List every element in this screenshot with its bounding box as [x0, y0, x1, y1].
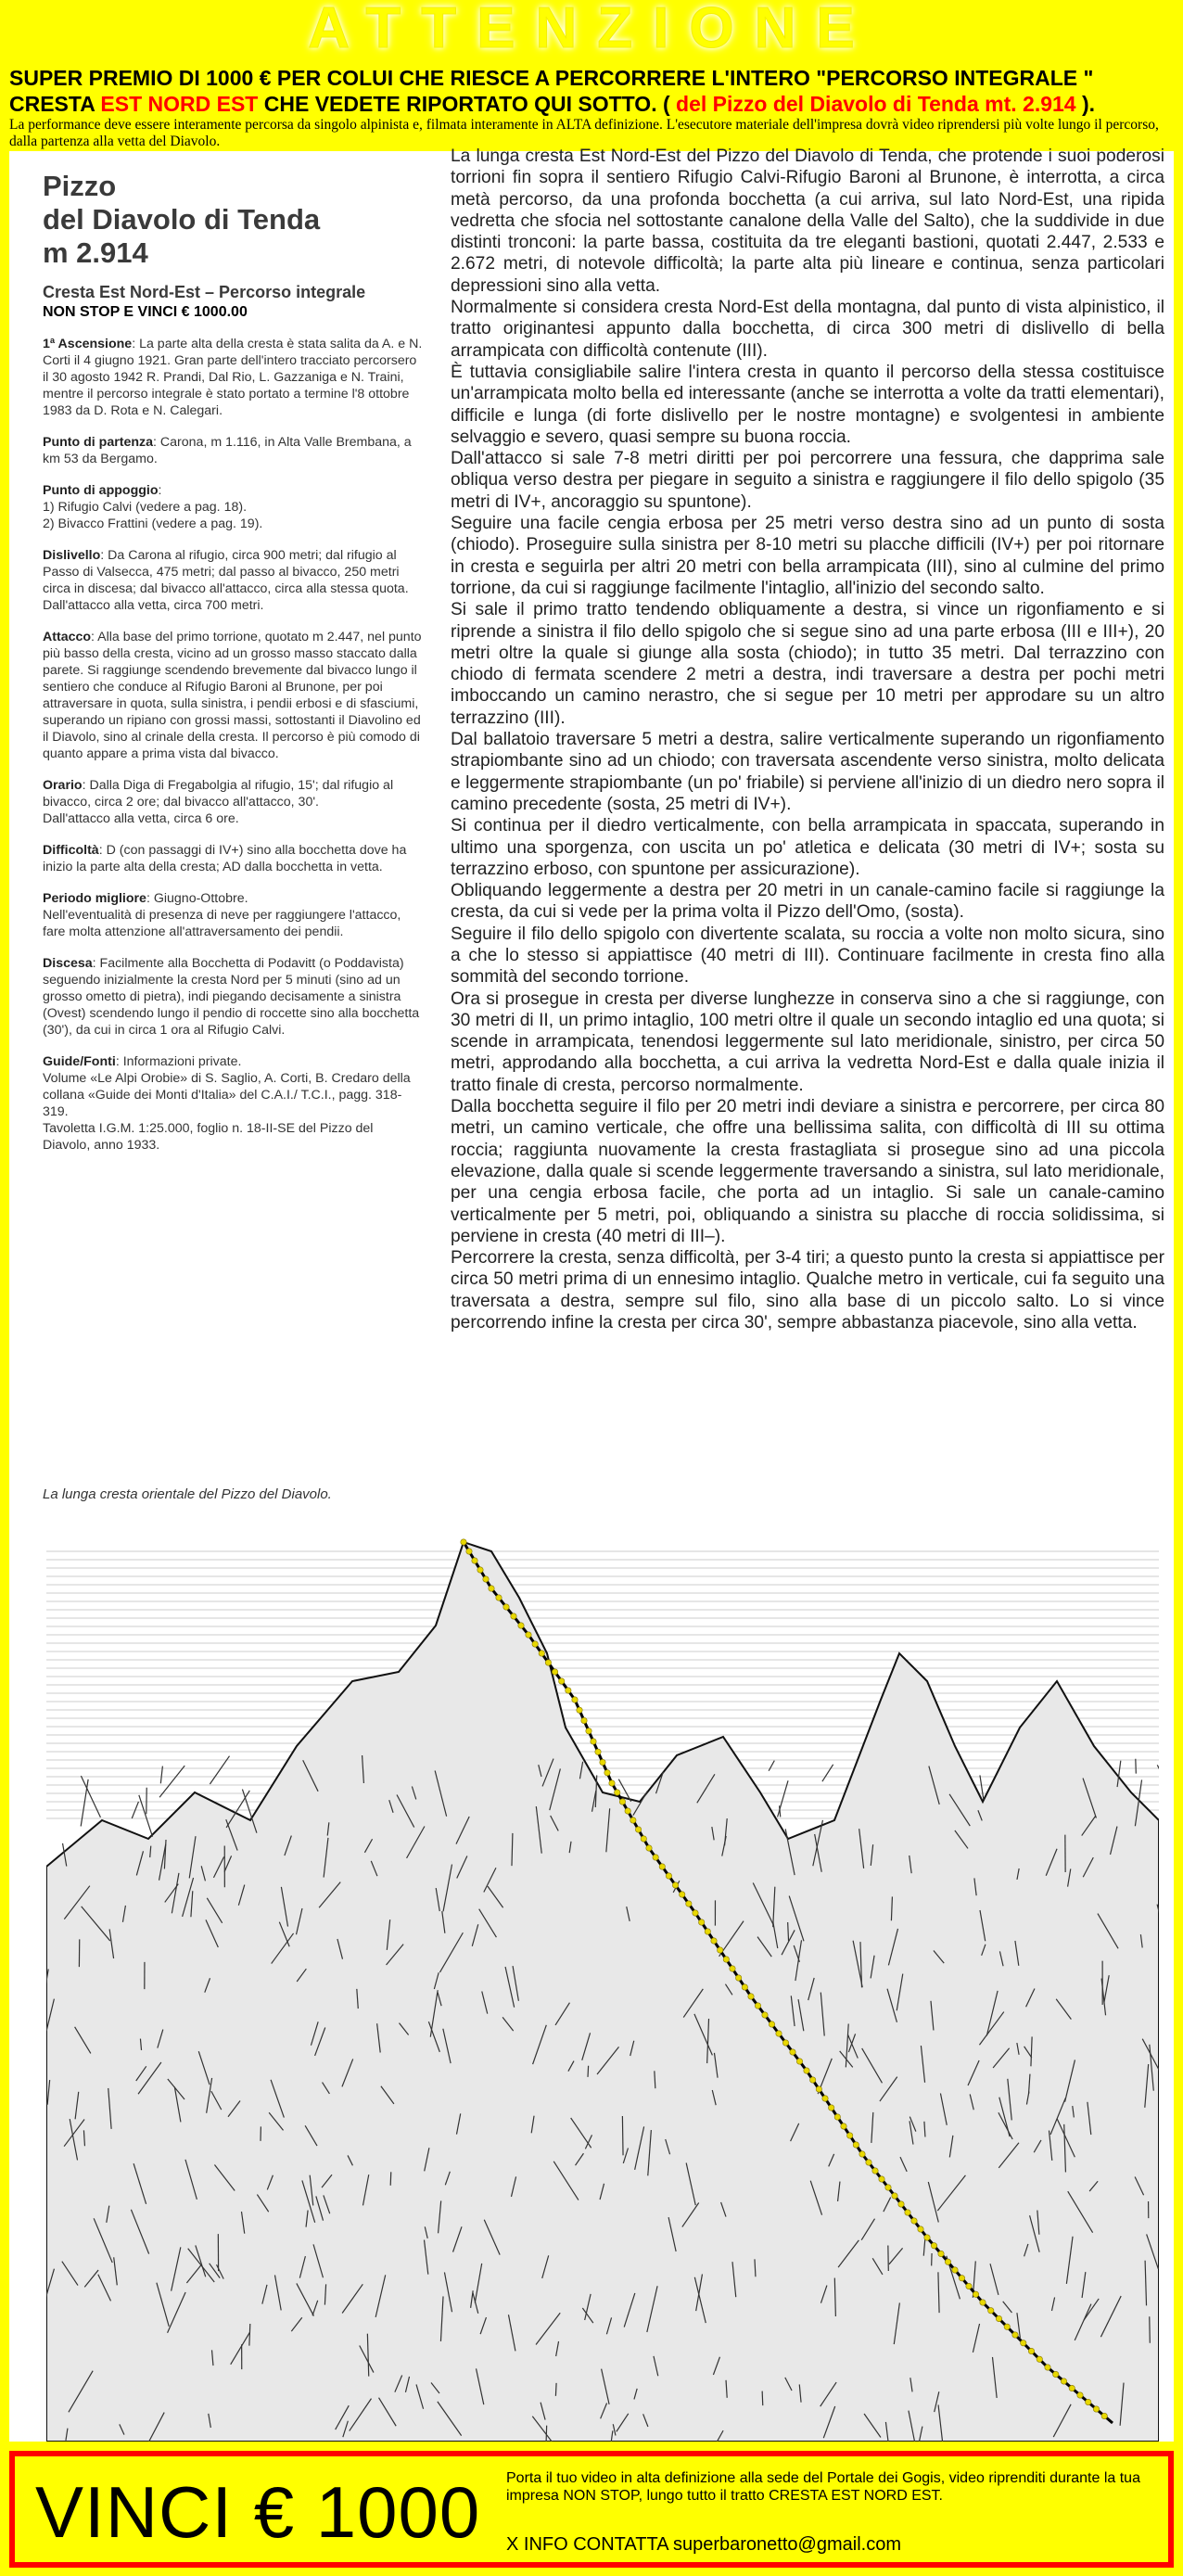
route-dot — [853, 2142, 859, 2148]
route-dot — [911, 2218, 917, 2224]
rules-subtext: La performance deve essere interamente percorsa da singolo alpinista e, filmata interamente in ALTA definizione. L'esecutore materiale dell'impresa dovrà video riprendersi più volte lungo il percorso, dalla partenza alla vetta del Diavolo. — [9, 117, 1159, 149]
title-line-2: del Diavolo di Tenda — [43, 203, 321, 236]
route-dot — [686, 1901, 692, 1906]
route-paragraph: Dall'attacco si sale 7-8 metri diritti per poi percorrere una fessura, che dapprima sale obliqua verso destra per piegare in seguito a sinistra e raggiungere il filo dello spigolo (35 metri di IV+, ancoraggio su spuntone). — [451, 449, 1164, 512]
route-dot — [834, 2114, 840, 2120]
route-dot — [945, 2259, 950, 2264]
route-dot — [828, 2105, 833, 2111]
route-paragraph: Obliquando leggermente a destra per 20 metri in un canale-camino facile si raggiunge la cresta, da cui si vede per la prima volta il Pizzo dell'Omo, (sosta). — [451, 881, 1164, 923]
route-dot — [666, 1873, 671, 1879]
headline-est-nord-est: EST NORD EST — [100, 92, 259, 116]
route-dot — [705, 1929, 710, 1934]
route-dot — [918, 2226, 923, 2232]
route-dot — [586, 1728, 592, 1734]
route-dot — [466, 1549, 472, 1554]
route-dot — [866, 2160, 871, 2165]
info-section: Periodo migliore: Giugno-Ottobre. Nell'eventualità di presenza di neve per raggiungere l'attacco, fare molta attenzione all'attraversamento dei pendii. — [43, 891, 401, 939]
route-dot — [796, 2059, 802, 2064]
route-dot — [1093, 2406, 1099, 2412]
route-dot — [996, 2315, 1001, 2321]
info-sections — [43, 336, 423, 1154]
vinci-prize: VINCI € 1000 — [35, 2471, 481, 2553]
route-dot — [952, 2267, 958, 2273]
route-paragraph: Percorrere la cresta, senza difficoltà, per 3-4 tiri; a questo punto la cresta si appiattisce per circa 50 metri prima di un ennesimo intaglio. Qualche metro in verticale, cui fa seguito una traversata a destra, sempre sul filo, sino alla base di un piccolo salto. Lo si vince percorrendo infine la cresta per circa 30', sempre abbastanza piacevole, sino alla vetta. — [451, 1248, 1164, 1333]
route-dot — [841, 2123, 846, 2129]
mountain-silhouette — [46, 1542, 1159, 2442]
route-dot — [693, 1910, 698, 1916]
route-dot — [477, 1567, 483, 1573]
route-dot — [905, 2210, 910, 2215]
route-dot — [461, 1539, 466, 1545]
route-dot — [630, 1817, 636, 1823]
route-dot — [1004, 2324, 1010, 2329]
route-dot — [1061, 2378, 1066, 2384]
section-label: Difficoltà — [43, 843, 99, 858]
route-dot — [859, 2151, 865, 2157]
route-dot — [559, 1678, 565, 1684]
route-dot — [680, 1892, 685, 1897]
info-column — [43, 170, 423, 1154]
route-dot — [595, 1749, 601, 1754]
route-dot — [723, 1957, 729, 1962]
route-dot — [846, 2133, 852, 2138]
section-label: Discesa — [43, 956, 93, 971]
route-dot — [938, 2251, 944, 2256]
route-dot — [924, 2235, 930, 2240]
info-section: Dislivello: Da Carona al rifugio, circa 900 metri; dal rifugio al Passo di Valsecca, 475 metri; dal passo al bivacco, 250 metri circa in discesa; dal bivacco all'attacco, circa alla stessa quota. Dall'attacco alla vetta, circa 700 metri. — [43, 548, 409, 613]
info-section: Punto di appoggio: 1) Rifugio Calvi (vedere a pag. 18). 2) Bivacco Frattini (vedere a pag. 19). — [43, 483, 263, 531]
route-dot — [698, 1919, 704, 1925]
route-paragraph: Seguire una facile cengia erbosa per 25 metri verso destra sino ad un punto di sosta (chiodo). Proseguire sulla sinistra per 8-10 metri su placche difficili (IV+) per poi ritornare in cresta e seguirla per altri 20 metri con bella arrampicata (III), sino al culmine del primo torrione, da cui si raggiunge facilmente l'intaglio, all'inizio del secondo salto. — [451, 514, 1164, 598]
route-dot — [1012, 2332, 1018, 2338]
headline-line-1: SUPER PREMIO DI 1000 € PER COLUI CHE RIESCE A PERCORRERE L'INTERO "PERCORSO INTEGRALE " — [9, 66, 1094, 90]
route-dot — [790, 2049, 795, 2055]
route-paragraph: Dalla bocchetta seguire il filo per 20 metri indi deviare a sinistra e percorrere, per circa 80 metri, un camino verticale, che offre una bellissima salita, con difficoltà di III su ottima roccia; raggiunta nuovamente la cresta frastagliata si prosegue sino ad una piccola elevazione, dalla quale si scende leggermente traversando a sinistra, sul lato meridionale, per una cengia erbosa facile, che porta ad un intaglio. Si sale un canale-camino verticalmente per 5 metri, poi, obliquando a sinistra su placche di roccia solidissima, si perviene in cresta (40 metri di III–). — [451, 1097, 1164, 1246]
route-dot — [581, 1717, 587, 1723]
route-dot — [609, 1780, 615, 1786]
route-dot — [988, 2308, 994, 2314]
route-dot — [1086, 2399, 1091, 2404]
section-label: Guide/Fonti — [43, 1054, 116, 1069]
info-section: Difficoltà: D (con passaggi di IV+) sino alla bocchetta dove ha inizio la parte alta della cresta; AD dalla bocchetta in vetta. — [43, 843, 407, 874]
route-dot — [539, 1651, 544, 1656]
route-dot — [898, 2201, 904, 2207]
route-dot — [1069, 2385, 1075, 2391]
prize-footer — [9, 2451, 1174, 2568]
route-dot — [659, 1864, 665, 1869]
footer-contact[interactable]: X INFO CONTATTA superbaronetto@gmail.com — [506, 2534, 901, 2555]
route-dot — [748, 1994, 754, 1999]
headline-line-2 — [9, 91, 1177, 117]
nonstop-prize: NON STOP E VINCI € 1000.00 — [43, 304, 248, 320]
route-subtitle: Cresta Est Nord-Est – Percorso integrale — [43, 283, 366, 301]
section-label: Punto di appoggio — [43, 483, 159, 498]
route-dot — [646, 1845, 652, 1851]
route-dot — [641, 1836, 646, 1842]
route-dot — [604, 1770, 610, 1776]
attention-banner: ATTENZIONE — [308, 0, 875, 60]
info-section: Guide/Fonti: Informazioni private. Volume «Le Alpi Orobie» di S. Saglio, A. Corti, B. Credaro della collana «Guide dei Monti d'Italia» del C.A.I./ T.C.I., pagg. 318-319. Tavoletta I.G.M. 1:25.000, foglio n. 18-II-SE del Pizzo del Diavolo, anno 1933. — [43, 1054, 411, 1153]
route-dot — [966, 2283, 972, 2289]
route-paragraph: Ora si prosegue in cresta per diverse lunghezze in conserva sino a che si raggiunge, con 30 metri di II, un primo intaglio, 100 metri oltre il quale un secondo intaglio ed una quota; si scende in arrampicata, tenendosi leggermente sul lato meridionale, sinistro, per circa 50 metri, approdando alla bocchetta, a cui arriva la vedretta Nord-Est e dalla quale inizia il tratto finale di cresta, percorso normalmente. — [451, 988, 1164, 1095]
section-label: Attacco — [43, 630, 92, 644]
route-dot — [1021, 2340, 1026, 2346]
route-dot — [1028, 2348, 1034, 2353]
route-dot — [526, 1632, 531, 1638]
route-dot — [762, 2012, 768, 2018]
route-dot — [1077, 2392, 1083, 2398]
info-section: Discesa: Facilmente alla Bocchetta di Podavitt (o Poddavista) seguendo inizialmente la cresta Nord per 5 minuti (sino ad un grosso ometto di pietra), indi piegando decisamente a sinistra (Ovest) scendendo lungo il pendio di roccette sino alla bocchetta (30'), da cui in circa 1 ora al Rifugio Calvi. — [43, 956, 420, 1038]
route-dot — [892, 2193, 897, 2199]
info-section: Orario: Dalla Diga di Fregabolgia al rifugio, 15'; dal rifugio al bivacco, circa 2 ore; dal bivacco all'attacco, 30'. Dall'attacco alla vetta, circa 6 ore. — [43, 778, 394, 826]
route-dot — [730, 1966, 735, 1971]
headline — [9, 65, 1177, 117]
route-dot — [619, 1799, 625, 1804]
route-dot — [545, 1660, 551, 1665]
route-dot — [489, 1586, 494, 1591]
route-dot — [472, 1558, 477, 1563]
route-dot — [591, 1739, 596, 1744]
section-label: 1ª Ascensione — [43, 337, 133, 351]
route-dot — [809, 2077, 815, 2083]
route-dot — [804, 2068, 809, 2073]
route-dot — [566, 1688, 571, 1693]
route-description — [451, 146, 1164, 1333]
info-section: Punto di partenza: Carona, m 1.116, in Alta Valle Brembana, a km 53 da Bergamo. — [43, 435, 412, 466]
route-dot — [518, 1623, 524, 1628]
route-dot — [1101, 2413, 1107, 2418]
info-section: Attacco: Alla base del primo torrione, quotato m 2.447, nel punto più basso della cresta, vicino ad un grosso masso staccato dalla parete. Si raggiunge scendendo brevemente dal bivacco lungo il sentiero che conduce al Rifugio Baroni al Brunone, per poi attraversare in quota, sulla sinistra, i pendii erbosi e di sfasciumi, superando un ripiano con grossi massi, sottostanti il Diavolino ed il Diavolo, sino al crinale della cresta. Il percorso è più comodo di quanto appare a prima vista dal bivacco. — [43, 630, 422, 761]
route-dot — [885, 2185, 891, 2190]
peak-title — [43, 170, 423, 270]
route-dot — [816, 2086, 821, 2092]
title-line-3: m 2.914 — [43, 236, 148, 269]
route-dot — [959, 2276, 964, 2281]
route-dot — [872, 2168, 878, 2174]
route-dot — [625, 1808, 630, 1814]
route-dot — [769, 2021, 774, 2027]
section-label: Periodo migliore — [43, 891, 146, 906]
guide-page — [9, 147, 1174, 2442]
route-dot — [483, 1576, 489, 1582]
route-dot — [1053, 2371, 1059, 2377]
section-label: Orario — [43, 778, 83, 793]
route-dot — [532, 1641, 538, 1647]
route-dot — [717, 1947, 722, 1953]
route-paragraph: Normalmente si considera cresta Nord-Est della montagna, dal punto di vista alpinistico, il tratto originantesi appunto dalla bocchetta, di circa 300 metri di dislivello di bella arrampicata con difficoltà contenute (III). — [451, 298, 1164, 361]
route-dot — [742, 1984, 747, 1990]
mountain-drawing — [46, 1514, 1159, 2442]
route-dot — [755, 2003, 760, 2009]
headline-che-vedete: CHE VEDETE RIPORTATO QUI SOTTO. ( — [263, 92, 670, 116]
info-section: 1ª Ascensione: La parte alta della cresta è stata salita da A. e N. Corti il 4 giugno 1921. Gran parte dell'intero tracciato percorsero il 30 agosto 1942 R. Prandi, Dal Rio, L. Gazzaniga e N. Traini, mentre il percorso integrale è stato portato a termine l'8 ottobre 1983 da D. Rota e N. Calegari. — [43, 337, 423, 418]
footer-info: Porta il tuo video in alta definizione alla sede del Portale dei Gogis, video riprenditi durante la tua impresa NON STOP, lungo tutto il tratto CRESTA EST NORD EST. — [506, 2470, 1140, 2504]
section-label: Punto di partenza — [43, 435, 154, 450]
route-dot — [782, 2040, 788, 2046]
route-dot — [931, 2243, 936, 2249]
route-dot — [711, 1938, 717, 1944]
route-dot — [973, 2291, 978, 2297]
route-dot — [615, 1790, 620, 1795]
headline-end: ). — [1082, 92, 1096, 116]
route-dot — [600, 1759, 605, 1765]
route-dot — [822, 2096, 828, 2101]
route-dot — [572, 1697, 578, 1702]
route-dot — [496, 1595, 502, 1600]
route-paragraph: Seguire il filo dello spigolo con divertente scalata, su roccia a volte non molto sicura, sino a che lo stesso si appiattisce (40 metri di III). Continuare facilmente in cresta fino alla sommità del secondo torrione. — [451, 924, 1164, 988]
drawing-caption: La lunga cresta orientale del Pizzo del Diavolo. — [43, 1486, 332, 1502]
route-dot — [653, 1855, 658, 1860]
headline-cresta: CRESTA — [9, 92, 95, 116]
route-dot — [735, 1975, 741, 1981]
route-dot — [577, 1707, 582, 1713]
route-dot — [879, 2176, 884, 2182]
route-dot — [635, 1827, 641, 1832]
route-dot — [776, 2031, 782, 2036]
route-dot — [672, 1882, 678, 1888]
route-dot — [980, 2300, 986, 2305]
headline-pizzo: del Pizzo del Diavolo di Tenda mt. 2.914 — [676, 92, 1076, 116]
route-paragraph: La lunga cresta Est Nord-Est del Pizzo del Diavolo di Tenda, che protende i suoi poderosi torrioni fin sopra il sentiero Rifugio Calvi-Rifugio Baroni al Brunone, è interrotta, a circa metà percorso, da una profonda bocchetta (a cui arriva, sul lato Nord-Est, una ripida vedretta che sfocia nel sottostante canalone della Valle del Salto), che la suddivide in due distinti tronconi: la parte bassa, costituita da tre eleganti bastioni, quotati 2.447, 2.533 e 2.672 metri, di notevole difficoltà; la parte alta più lineare e continua, senza particolari depressioni sino alla vetta. — [451, 147, 1164, 296]
title-line-1: Pizzo — [43, 170, 117, 202]
route-dot — [1037, 2356, 1042, 2362]
route-paragraph: È tuttavia consigliabile salire l'intera cresta in quanto il percorso della stessa costituisce un'arrampicata molto bella ed interessante (anche se interrotta a volte da tratti elementari), difficile e lunga (di forte dislivello per le nostre montagne) e svolgentesi in ambiente selvaggio e severo, quasi sempre su buona roccia. — [451, 362, 1164, 447]
route-paragraph: Si continua per il diedro verticalmente, con bella arrampicata in spaccata, superando in ultimo una sporgenza, con uscita un po' atletica e delicata (30 metri di IV+; sosta su terrazzino erboso, con spuntone per assicurazione). — [451, 816, 1164, 879]
route-paragraph: Si sale il primo tratto tendendo obliquamente a destra, si vince un rigonfiamento e si riprende a sinistra il filo dello spigolo che si segue sino ad una parte erbosa (III e III+), 20 metri oltre la quale si giunge alla sosta (chiodo); in tutto 35 metri. Dal terrazzino con chiodo di fermata scendere 2 metri a destra, indi traversare a destra per pochi metri imboccando un camino nerastro, che si segue per 10 metri per approdare su un altro terrazzino (III). — [451, 600, 1164, 728]
section-label: Dislivello — [43, 548, 101, 563]
route-dot — [1045, 2365, 1050, 2370]
route-dot — [503, 1604, 509, 1610]
route-paragraph: Dal ballatoio traversare 5 metri a destra, salire verticalmente superando un rigonfiamento strapiombante sino ad un chiodo; con traversata ascendente verso sinistra, molto delicata e leggermente strapiombante (un po' friabile) si perviene all'inizio di un diedro nero sopra il camino precedente (sosta, 25 metri di IV+). — [451, 730, 1164, 814]
route-dot — [511, 1613, 516, 1619]
route-dot — [552, 1669, 557, 1675]
